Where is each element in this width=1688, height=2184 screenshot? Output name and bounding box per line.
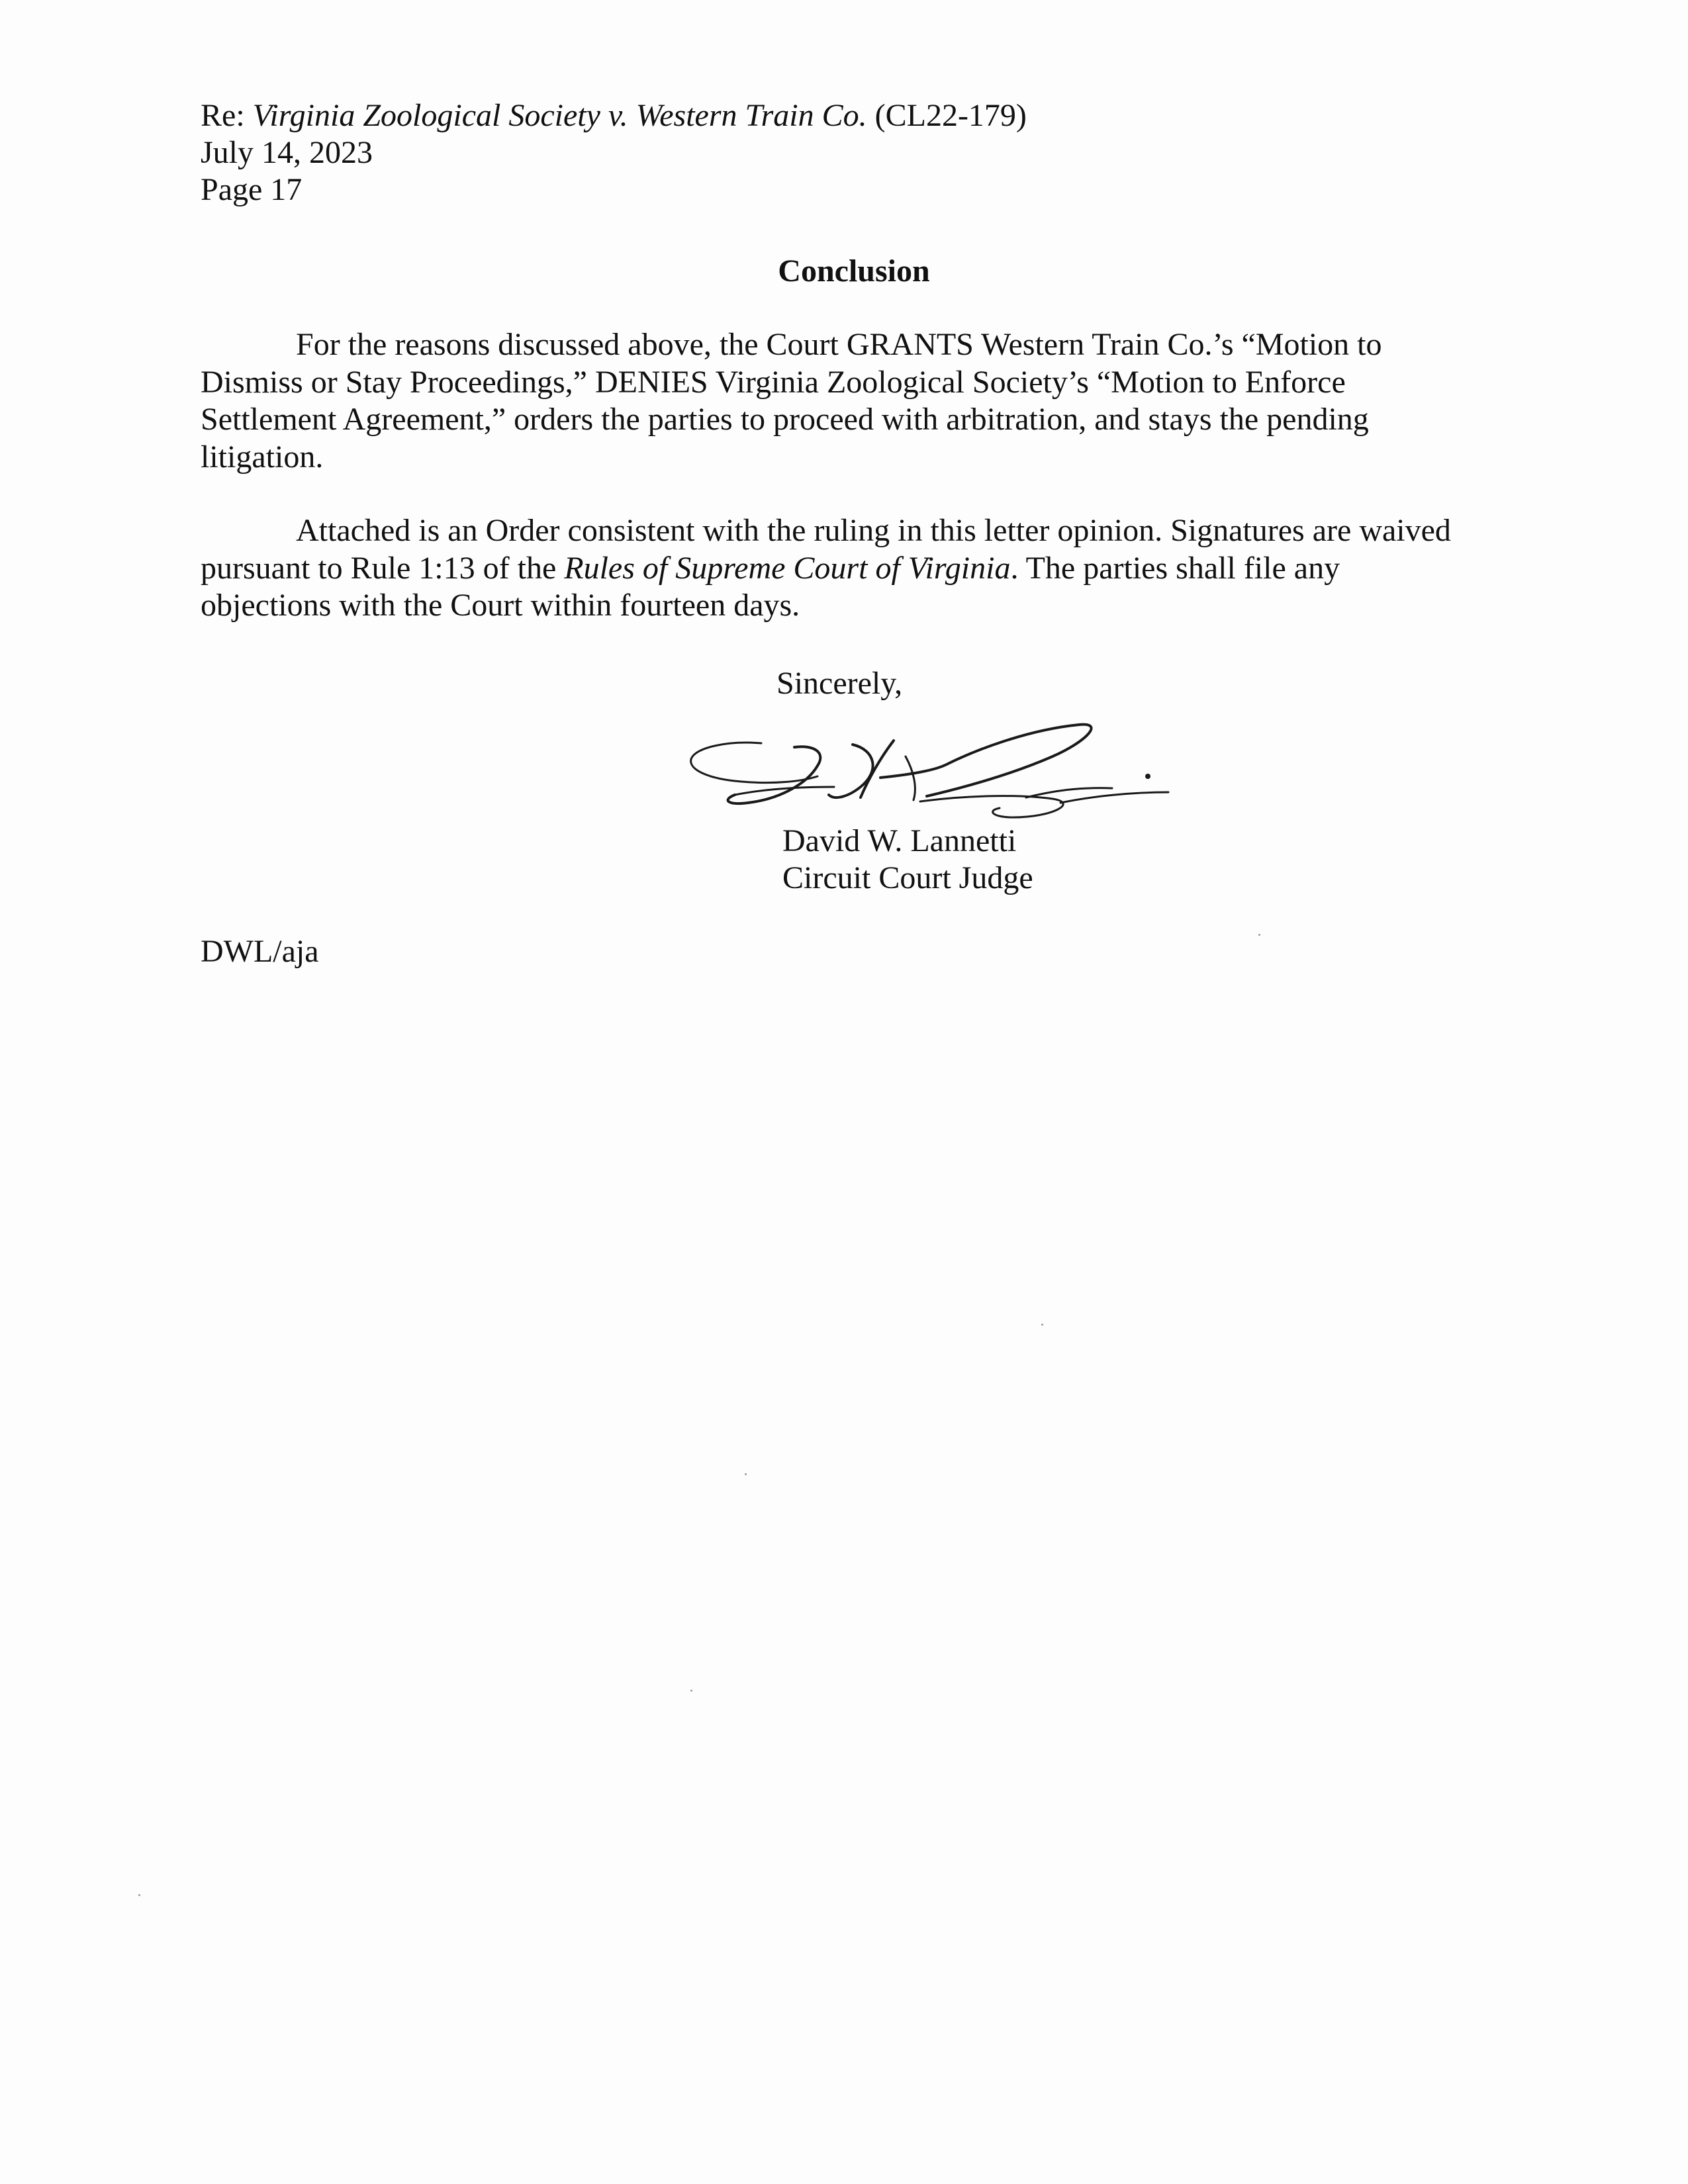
- typist-initials: DWL/aja: [201, 934, 319, 969]
- signer-title: Circuit Court Judge: [782, 860, 1033, 895]
- closing-salutation: Sincerely,: [776, 666, 903, 701]
- rules-citation: Rules of Supreme Court of Virginia: [564, 550, 1011, 586]
- case-name: Virginia Zoological Society v. Western Train Co.: [252, 98, 867, 133]
- case-reference-line: [201, 97, 1458, 134]
- case-number: (CL22-179): [867, 98, 1027, 133]
- paragraph-ruling: [201, 326, 1458, 476]
- signer-name: David W. Lannetti: [782, 823, 1017, 858]
- signature-dot: [1145, 774, 1150, 779]
- section-heading: Conclusion: [778, 253, 930, 289]
- paragraph-order: [201, 512, 1458, 625]
- re-prefix: Re:: [201, 98, 253, 133]
- paragraph-order-text-1: Attached is an Order consistent with the ruling in this letter opinion. Signatures are waived pursuant to Rule 1:13 of the: [201, 513, 1451, 586]
- scan-speck: [138, 1894, 140, 1896]
- signature-block: [782, 823, 1033, 897]
- scan-speck: [690, 1690, 692, 1692]
- letter-header: [201, 97, 1458, 208]
- scan-speck: [745, 1473, 747, 1475]
- paragraph-order-text-2: . The parties shall file any objections with the Court within fourteen days.: [201, 550, 1340, 623]
- scan-speck: [1041, 1324, 1043, 1326]
- page-number: Page 17: [201, 172, 303, 207]
- scan-speck: [1258, 934, 1260, 936]
- paragraph-ruling-text: For the reasons discussed above, the Court GRANTS Western Train Co.’s “Motion to Dismiss or Stay Proceedings,” DENIES Virginia Zoological Society’s “Motion to Enforce Settlement Agreement,” orders the parties to proceed with arbitration, and stays the pending litigation.: [201, 327, 1382, 475]
- letter-date: July 14, 2023: [201, 135, 373, 170]
